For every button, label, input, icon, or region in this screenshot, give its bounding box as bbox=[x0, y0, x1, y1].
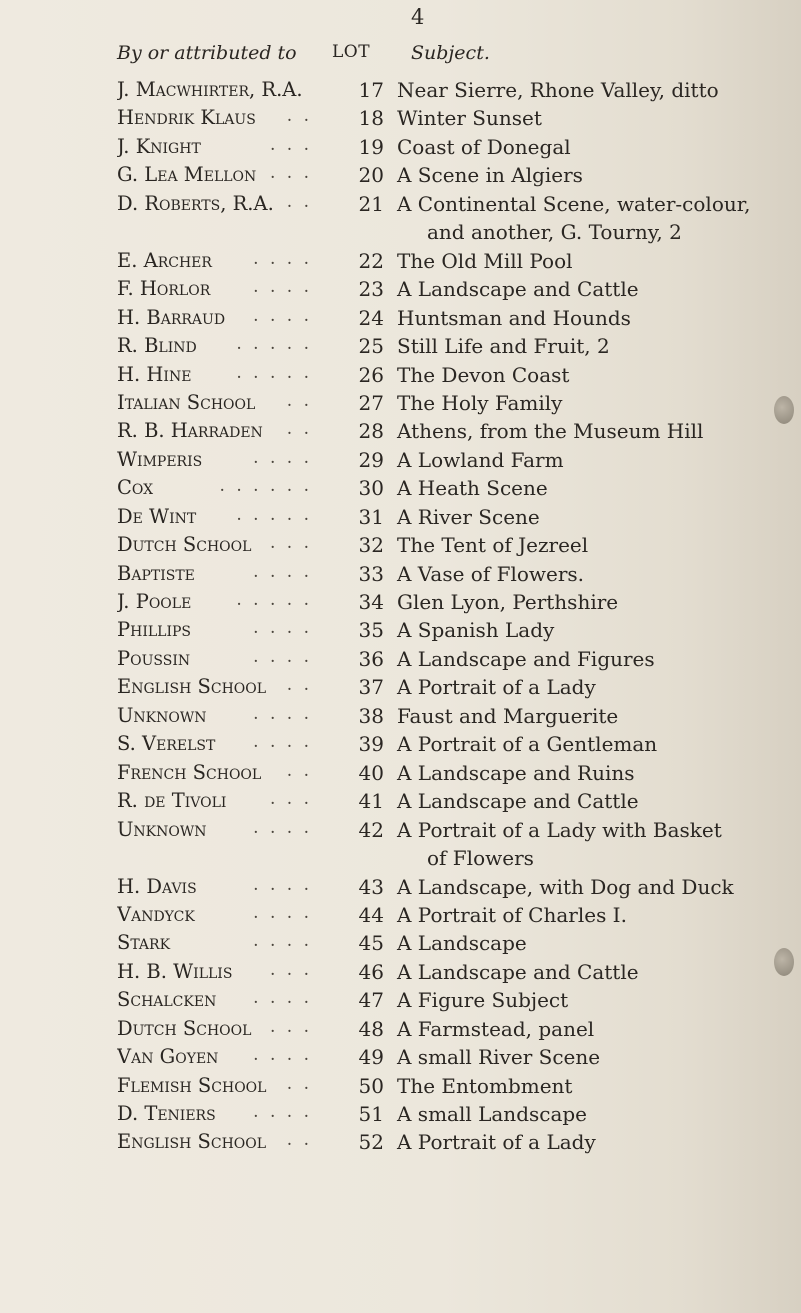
binding-hole-icon bbox=[774, 396, 794, 424]
subject-title: A Landscape bbox=[397, 931, 527, 956]
subject-title: A small Landscape bbox=[397, 1102, 588, 1126]
catalogue-row bbox=[0, 476, 801, 504]
artist-name: Stark bbox=[117, 931, 171, 955]
artist-name: French School bbox=[117, 760, 262, 784]
lot-list bbox=[0, 78, 801, 1159]
lot-number: 22 bbox=[358, 248, 384, 273]
subject-title: A Spanish Lady bbox=[397, 618, 555, 643]
leader-dots: . . . bbox=[269, 789, 312, 810]
lot-number: 51 bbox=[358, 1102, 384, 1126]
subject-title: A Scene in Algiers bbox=[397, 163, 583, 188]
subject-title: A Landscape and Cattle bbox=[397, 277, 639, 302]
binding-hole-icon bbox=[774, 948, 794, 976]
subject-continuation: of Flowers bbox=[427, 845, 534, 870]
artist-name: Cox bbox=[117, 476, 154, 500]
subject-title: The Tent of Jezreel bbox=[397, 533, 589, 558]
subject-title: A Lowland Farm bbox=[397, 447, 564, 472]
artist-name: J. Knight bbox=[117, 134, 201, 158]
leader-dots: . . . . bbox=[253, 561, 312, 582]
leader-dots: . . . . bbox=[253, 1045, 312, 1066]
lot-number: 47 bbox=[358, 988, 384, 1013]
catalogue-row bbox=[0, 78, 801, 106]
lot-number: 33 bbox=[358, 561, 384, 586]
artist-name: Wimperis bbox=[117, 447, 203, 471]
subject-title: A Landscape and Cattle bbox=[397, 959, 639, 984]
subject-title: A Portrait of Charles I. bbox=[397, 902, 627, 927]
leader-dots: . . bbox=[286, 191, 312, 212]
lot-number: 29 bbox=[358, 447, 384, 472]
catalogue-row bbox=[0, 647, 801, 675]
artist-name: Italian School bbox=[117, 390, 256, 414]
artist-name: D. Teniers bbox=[117, 1102, 216, 1125]
catalogue-row bbox=[0, 135, 801, 163]
subject-title: Huntsman and Hounds bbox=[397, 305, 631, 330]
artist-name: Dutch School bbox=[117, 1016, 252, 1040]
lot-number: 41 bbox=[358, 789, 384, 814]
catalogue-row bbox=[0, 391, 801, 419]
artist-name: Dutch School bbox=[117, 533, 252, 557]
subject-title: A Portrait of a Lady bbox=[397, 1130, 596, 1155]
leader-dots: . . . . bbox=[253, 305, 312, 326]
lot-number: 48 bbox=[358, 1016, 384, 1041]
artist-name: H. Barraud bbox=[117, 305, 226, 329]
subject-title: A Landscape and Figures bbox=[397, 646, 655, 671]
catalogue-row bbox=[0, 419, 801, 447]
artist-name: S. Verelst bbox=[117, 732, 216, 756]
catalogue-row bbox=[0, 931, 801, 959]
subject-title: A Landscape and Ruins bbox=[397, 760, 635, 785]
lot-number: 42 bbox=[358, 817, 384, 842]
lot-number: 28 bbox=[358, 419, 384, 444]
leader-dots: . . . . . bbox=[236, 504, 312, 525]
subject-title: Faust and Marguerite bbox=[397, 703, 619, 728]
leader-dots: . . . . bbox=[253, 447, 312, 468]
leader-dots: . . . . . . bbox=[219, 476, 312, 497]
artist-name: Flemish School bbox=[117, 1073, 267, 1097]
artist-column-header: By or attributed to bbox=[117, 42, 297, 64]
catalogue-row bbox=[0, 192, 801, 249]
lot-number: 30 bbox=[358, 476, 384, 501]
catalogue-row bbox=[0, 818, 801, 875]
lot-number: 52 bbox=[358, 1130, 384, 1155]
artist-name: Schalcken bbox=[117, 988, 217, 1012]
artist-name: R. de Tivoli bbox=[117, 789, 227, 813]
lot-number: 45 bbox=[358, 931, 384, 956]
leader-dots: . . . . bbox=[253, 703, 312, 724]
subject-title: Athens, from the Museum Hill bbox=[397, 419, 704, 444]
leader-dots: . . . bbox=[269, 533, 312, 554]
lot-number: 18 bbox=[358, 106, 384, 131]
leader-dots: . . bbox=[286, 675, 312, 696]
leader-dots: . . . . . bbox=[236, 334, 312, 355]
subject-title: A Heath Scene bbox=[397, 476, 548, 501]
leader-dots: . . bbox=[286, 760, 312, 781]
subject-title: Near Sierre, Rhone Valley, ditto bbox=[397, 78, 719, 102]
leader-dots: . . . bbox=[269, 163, 312, 184]
lot-number: 39 bbox=[358, 732, 384, 757]
leader-dots: . . bbox=[286, 1130, 312, 1151]
catalogue-row bbox=[0, 448, 801, 476]
subject-title: The Entombment bbox=[397, 1073, 573, 1098]
artist-name: F. Horlor bbox=[117, 277, 211, 301]
subject-continuation: and another, G. Tourny, 2 bbox=[427, 219, 682, 244]
catalogue-row bbox=[0, 334, 801, 362]
artist-name: H. Hine bbox=[117, 362, 192, 386]
subject-title: A Portrait of a Gentleman bbox=[397, 732, 658, 757]
catalogue-row bbox=[0, 761, 801, 789]
catalogue-row bbox=[0, 875, 801, 903]
artist-name: English School bbox=[117, 1130, 267, 1154]
lot-number: 43 bbox=[358, 874, 384, 899]
catalogue-row bbox=[0, 306, 801, 334]
leader-dots: . . . . bbox=[253, 874, 312, 895]
lot-number: 37 bbox=[358, 675, 384, 700]
lot-number: 24 bbox=[358, 305, 384, 330]
leader-dots: . . . . bbox=[253, 902, 312, 923]
subject-column-header: Subject. bbox=[411, 42, 490, 64]
lot-number: 32 bbox=[358, 533, 384, 558]
catalogue-row bbox=[0, 732, 801, 760]
subject-title: Coast of Donegal bbox=[397, 134, 571, 159]
leader-dots: . . bbox=[286, 419, 312, 440]
leader-dots: . . . . bbox=[253, 277, 312, 298]
artist-name: E. Archer bbox=[117, 248, 212, 272]
catalogue-row bbox=[0, 505, 801, 533]
artist-name: R. Blind bbox=[117, 334, 197, 358]
subject-title: Winter Sunset bbox=[397, 106, 542, 131]
catalogue-row bbox=[0, 704, 801, 732]
subject-title: A Landscape and Cattle bbox=[397, 789, 639, 814]
leader-dots: . . bbox=[286, 106, 312, 127]
lot-number: 27 bbox=[358, 390, 384, 415]
subject-title: Glen Lyon, Perthshire bbox=[397, 590, 619, 614]
leader-dots: . . . . bbox=[253, 1102, 312, 1122]
catalogue-row bbox=[0, 1017, 801, 1045]
artist-name: Unknown bbox=[117, 703, 207, 727]
catalogue-row bbox=[0, 903, 801, 931]
leader-dots: . . . . bbox=[253, 931, 312, 952]
catalogue-row bbox=[0, 277, 801, 305]
artist-name: Hendrik Klaus bbox=[117, 106, 256, 130]
subject-title: Still Life and Fruit, 2 bbox=[397, 334, 610, 359]
lot-number: 23 bbox=[358, 277, 384, 302]
leader-dots: . . . . bbox=[253, 988, 312, 1009]
subject-title: A Vase of Flowers. bbox=[397, 561, 585, 586]
lot-number: 46 bbox=[358, 959, 384, 984]
leader-dots: . . . . bbox=[253, 732, 312, 753]
artist-name: J. Macwhirter, R.A. bbox=[117, 78, 303, 101]
catalogue-row bbox=[0, 789, 801, 817]
subject-title: A Continental Scene, water-colour, bbox=[397, 191, 751, 216]
leader-dots: . . . . bbox=[253, 248, 312, 269]
catalogue-row bbox=[0, 590, 801, 618]
subject-title: A Portrait of a Lady with Basket bbox=[397, 817, 722, 842]
leader-dots: . . . bbox=[269, 1016, 312, 1037]
subject-title: A River Scene bbox=[397, 504, 540, 529]
catalogue-row bbox=[0, 249, 801, 277]
artist-name: De Wint bbox=[117, 504, 197, 528]
leader-dots: . . . . bbox=[253, 817, 312, 838]
catalogue-row bbox=[0, 1130, 801, 1158]
subject-title: A small River Scene bbox=[397, 1045, 601, 1070]
artist-name: H. B. Willis bbox=[117, 959, 233, 983]
lot-number: 49 bbox=[358, 1045, 384, 1070]
catalogue-row bbox=[0, 163, 801, 191]
artist-name: R. B. Harraden bbox=[117, 419, 263, 443]
catalogue-row bbox=[0, 988, 801, 1016]
artist-name: D. Roberts, R.A. bbox=[117, 191, 274, 215]
page-number: 4 bbox=[411, 5, 425, 29]
leader-dots: . . . . . bbox=[236, 362, 312, 383]
artist-name: Vandyck bbox=[117, 902, 195, 926]
catalogue-row bbox=[0, 1102, 801, 1130]
leader-dots: . . . . . bbox=[236, 590, 312, 610]
catalogue-row bbox=[0, 562, 801, 590]
lot-number: 31 bbox=[358, 504, 384, 529]
leader-dots: . . . . bbox=[253, 646, 312, 667]
lot-number: 25 bbox=[358, 334, 384, 359]
artist-name: English School bbox=[117, 675, 267, 699]
artist-name: G. Lea Mellon bbox=[117, 163, 257, 187]
lot-column-header: LOT bbox=[332, 42, 371, 62]
subject-title: The Old Mill Pool bbox=[397, 248, 573, 273]
lot-number: 40 bbox=[358, 760, 384, 785]
catalogue-row bbox=[0, 1074, 801, 1102]
artist-name: Van Goyen bbox=[117, 1045, 219, 1069]
lot-number: 44 bbox=[358, 902, 384, 927]
lot-number: 21 bbox=[358, 191, 384, 216]
leader-dots: . . . bbox=[269, 134, 312, 155]
subject-title: The Holy Family bbox=[397, 390, 563, 415]
artist-name: Baptiste bbox=[117, 561, 195, 585]
lot-number: 34 bbox=[358, 590, 384, 614]
artist-name: H. Davis bbox=[117, 874, 197, 898]
artist-name: Poussin bbox=[117, 646, 191, 670]
lot-number: 19 bbox=[358, 134, 384, 159]
leader-dots: . . . bbox=[269, 959, 312, 980]
artist-name: J. Poole bbox=[117, 590, 192, 613]
catalogue-row bbox=[0, 363, 801, 391]
catalogue-row bbox=[0, 618, 801, 646]
subject-title: The Devon Coast bbox=[397, 362, 570, 387]
subject-title: A Portrait of a Lady bbox=[397, 675, 596, 700]
catalogue-row bbox=[0, 533, 801, 561]
subject-title: A Landscape, with Dog and Duck bbox=[397, 874, 734, 899]
lot-number: 17 bbox=[358, 78, 384, 102]
lot-number: 20 bbox=[358, 163, 384, 188]
subject-title: A Figure Subject bbox=[397, 988, 569, 1013]
catalogue-row bbox=[0, 1045, 801, 1073]
subject-title: A Farmstead, panel bbox=[397, 1016, 595, 1041]
lot-number: 36 bbox=[358, 646, 384, 671]
lot-number: 26 bbox=[358, 362, 384, 387]
catalogue-row bbox=[0, 106, 801, 134]
leader-dots: . . bbox=[286, 1073, 312, 1094]
artist-name: Unknown bbox=[117, 817, 207, 841]
lot-number: 50 bbox=[358, 1073, 384, 1098]
catalogue-row bbox=[0, 675, 801, 703]
lot-number: 38 bbox=[358, 703, 384, 728]
leader-dots: . . . . bbox=[253, 618, 312, 639]
leader-dots: . . bbox=[286, 390, 312, 411]
catalogue-row bbox=[0, 960, 801, 988]
artist-name: Phillips bbox=[117, 618, 191, 642]
lot-number: 35 bbox=[358, 618, 384, 643]
